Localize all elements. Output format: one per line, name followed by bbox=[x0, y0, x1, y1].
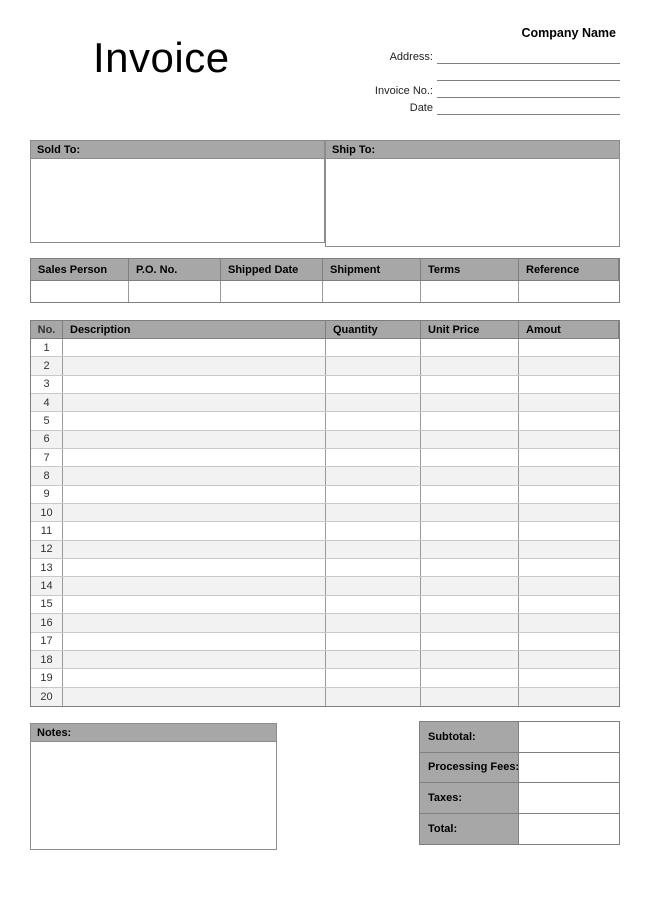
item-description-cell[interactable] bbox=[63, 486, 326, 503]
invoice-no-label: Invoice No.: bbox=[374, 85, 433, 97]
taxes-row bbox=[420, 783, 619, 814]
reference-header: Reference bbox=[519, 259, 619, 280]
processing-fees-value-cell[interactable] bbox=[519, 753, 619, 783]
sold-to-header: Sold To: bbox=[31, 141, 324, 159]
item-row bbox=[31, 467, 619, 485]
item-description-cell[interactable] bbox=[63, 376, 326, 393]
amount-header: Amout bbox=[519, 321, 619, 338]
item-amount-cell[interactable] bbox=[519, 577, 619, 594]
address-label: Address: bbox=[389, 51, 433, 63]
item-quantity-cell[interactable] bbox=[326, 541, 421, 558]
item-no-cell: 13 bbox=[31, 559, 63, 576]
item-description-cell[interactable] bbox=[63, 467, 326, 484]
item-unit-price-cell[interactable] bbox=[421, 633, 519, 650]
item-row bbox=[31, 669, 619, 687]
subtotal-value-cell[interactable] bbox=[519, 722, 619, 752]
item-no-cell: 16 bbox=[31, 614, 63, 631]
ship-to-box bbox=[325, 140, 620, 247]
item-quantity-cell[interactable] bbox=[326, 522, 421, 539]
shipment-header: Shipment bbox=[323, 259, 421, 280]
item-description-cell[interactable] bbox=[63, 614, 326, 631]
item-description-cell[interactable] bbox=[63, 633, 326, 650]
item-quantity-cell[interactable] bbox=[326, 431, 421, 448]
total-label: Total: bbox=[420, 814, 519, 845]
item-quantity-cell[interactable] bbox=[326, 394, 421, 411]
shipped-date-cell[interactable] bbox=[221, 281, 323, 302]
item-description-cell[interactable] bbox=[63, 596, 326, 613]
item-row bbox=[31, 651, 619, 669]
item-quantity-cell[interactable] bbox=[326, 559, 421, 576]
item-no-cell: 15 bbox=[31, 596, 63, 613]
item-unit-price-cell[interactable] bbox=[421, 357, 519, 374]
sales-person-header: Sales Person bbox=[31, 259, 129, 280]
terms-cell[interactable] bbox=[421, 281, 519, 302]
sales-info-table bbox=[30, 258, 620, 303]
item-amount-cell[interactable] bbox=[519, 449, 619, 466]
item-no-cell: 10 bbox=[31, 504, 63, 521]
item-no-cell: 18 bbox=[31, 651, 63, 668]
item-amount-cell[interactable] bbox=[519, 431, 619, 448]
item-unit-price-cell[interactable] bbox=[421, 431, 519, 448]
item-description-cell[interactable] bbox=[63, 357, 326, 374]
item-amount-cell[interactable] bbox=[519, 504, 619, 521]
item-row bbox=[31, 541, 619, 559]
item-row bbox=[31, 376, 619, 394]
item-row bbox=[31, 522, 619, 540]
item-description-cell[interactable] bbox=[63, 412, 326, 429]
sales-person-cell[interactable] bbox=[31, 281, 129, 302]
item-amount-cell[interactable] bbox=[519, 596, 619, 613]
item-description-cell[interactable] bbox=[63, 504, 326, 521]
quantity-header: Quantity bbox=[326, 321, 421, 338]
item-no-cell: 14 bbox=[31, 577, 63, 594]
item-row bbox=[31, 431, 619, 449]
item-quantity-cell[interactable] bbox=[326, 339, 421, 356]
item-quantity-cell[interactable] bbox=[326, 376, 421, 393]
item-no-cell: 9 bbox=[31, 486, 63, 503]
item-no-cell: 6 bbox=[31, 431, 63, 448]
po-no-cell[interactable] bbox=[129, 281, 221, 302]
address-label-2 bbox=[340, 80, 437, 81]
item-amount-cell[interactable] bbox=[519, 541, 619, 558]
item-quantity-cell[interactable] bbox=[326, 449, 421, 466]
address-input-line[interactable] bbox=[437, 47, 620, 64]
item-no-cell: 1 bbox=[31, 339, 63, 356]
invoice-no-input-line[interactable] bbox=[437, 81, 620, 98]
date-input-line[interactable] bbox=[437, 98, 620, 115]
item-amount-cell[interactable] bbox=[519, 633, 619, 650]
item-quantity-cell[interactable] bbox=[326, 577, 421, 594]
sales-info-data-row bbox=[31, 281, 619, 302]
notes-header: Notes: bbox=[31, 724, 276, 742]
subtotal-label: Subtotal: bbox=[420, 722, 519, 752]
item-row bbox=[31, 596, 619, 614]
item-unit-price-cell[interactable] bbox=[421, 577, 519, 594]
item-description-cell[interactable] bbox=[63, 669, 326, 686]
item-unit-price-cell[interactable] bbox=[421, 504, 519, 521]
terms-header: Terms bbox=[421, 259, 519, 280]
item-row bbox=[31, 394, 619, 412]
invoice-meta bbox=[340, 47, 620, 115]
taxes-value-cell[interactable] bbox=[519, 783, 619, 813]
sold-to-content-area[interactable] bbox=[31, 159, 324, 242]
item-row bbox=[31, 449, 619, 467]
item-description-cell[interactable] bbox=[63, 541, 326, 558]
item-no-cell: 7 bbox=[31, 449, 63, 466]
item-description-cell[interactable] bbox=[63, 688, 326, 706]
item-description-cell[interactable] bbox=[63, 339, 326, 356]
item-row bbox=[31, 614, 619, 632]
item-quantity-cell[interactable] bbox=[326, 467, 421, 484]
item-amount-cell[interactable] bbox=[519, 376, 619, 393]
item-row bbox=[31, 486, 619, 504]
item-no-cell: 12 bbox=[31, 541, 63, 558]
item-row bbox=[31, 504, 619, 522]
item-quantity-cell[interactable] bbox=[326, 633, 421, 650]
item-unit-price-cell[interactable] bbox=[421, 651, 519, 668]
item-no-cell: 3 bbox=[31, 376, 63, 393]
item-quantity-cell[interactable] bbox=[326, 412, 421, 429]
item-row bbox=[31, 412, 619, 430]
sales-info-header-row bbox=[31, 259, 619, 281]
item-no-cell: 5 bbox=[31, 412, 63, 429]
description-header: Description bbox=[63, 321, 326, 338]
item-unit-price-cell[interactable] bbox=[421, 541, 519, 558]
items-body bbox=[31, 339, 619, 706]
item-unit-price-cell[interactable] bbox=[421, 412, 519, 429]
item-no-cell: 8 bbox=[31, 467, 63, 484]
notes-box bbox=[30, 723, 277, 850]
ship-to-header: Ship To: bbox=[326, 141, 619, 159]
item-unit-price-cell[interactable] bbox=[421, 614, 519, 631]
item-row bbox=[31, 357, 619, 375]
item-quantity-cell[interactable] bbox=[326, 669, 421, 686]
item-description-cell[interactable] bbox=[63, 522, 326, 539]
taxes-label: Taxes: bbox=[420, 783, 519, 813]
processing-fees-row bbox=[420, 753, 619, 784]
address-row bbox=[340, 47, 620, 64]
item-row bbox=[31, 577, 619, 595]
item-quantity-cell[interactable] bbox=[326, 357, 421, 374]
item-unit-price-cell[interactable] bbox=[421, 522, 519, 539]
item-row bbox=[31, 559, 619, 577]
item-unit-price-cell[interactable] bbox=[421, 669, 519, 686]
item-amount-cell[interactable] bbox=[519, 486, 619, 503]
item-no-cell: 11 bbox=[31, 522, 63, 539]
item-unit-price-cell[interactable] bbox=[421, 467, 519, 484]
item-amount-cell[interactable] bbox=[519, 688, 619, 706]
total-row bbox=[420, 814, 619, 845]
item-quantity-cell[interactable] bbox=[326, 596, 421, 613]
shipped-date-header: Shipped Date bbox=[221, 259, 323, 280]
ship-to-content-area[interactable] bbox=[326, 159, 619, 246]
item-no-cell: 20 bbox=[31, 688, 63, 706]
item-amount-cell[interactable] bbox=[519, 522, 619, 539]
address-input-line-2[interactable] bbox=[437, 64, 620, 81]
sold-to-box bbox=[30, 140, 325, 243]
item-unit-price-cell[interactable] bbox=[421, 449, 519, 466]
item-unit-price-cell[interactable] bbox=[421, 559, 519, 576]
item-unit-price-cell[interactable] bbox=[421, 688, 519, 706]
address-row-2 bbox=[340, 64, 620, 81]
subtotal-row bbox=[420, 722, 619, 753]
item-description-cell[interactable] bbox=[63, 559, 326, 576]
item-amount-cell[interactable] bbox=[519, 467, 619, 484]
item-row bbox=[31, 688, 619, 706]
item-amount-cell[interactable] bbox=[519, 357, 619, 374]
items-table bbox=[30, 320, 620, 707]
unit-price-header: Unit Price bbox=[421, 321, 519, 338]
items-header-row bbox=[31, 321, 619, 339]
item-description-cell[interactable] bbox=[63, 431, 326, 448]
item-amount-cell[interactable] bbox=[519, 651, 619, 668]
item-quantity-cell[interactable] bbox=[326, 486, 421, 503]
no-header: No. bbox=[31, 321, 63, 338]
date-label: Date bbox=[409, 102, 433, 114]
item-no-cell: 2 bbox=[31, 357, 63, 374]
item-amount-cell[interactable] bbox=[519, 559, 619, 576]
item-amount-cell[interactable] bbox=[519, 669, 619, 686]
item-quantity-cell[interactable] bbox=[326, 504, 421, 521]
total-value-cell[interactable] bbox=[519, 814, 619, 845]
item-amount-cell[interactable] bbox=[519, 412, 619, 429]
page-title: Invoice bbox=[93, 34, 230, 81]
item-description-cell[interactable] bbox=[63, 577, 326, 594]
item-row bbox=[31, 633, 619, 651]
item-unit-price-cell[interactable] bbox=[421, 394, 519, 411]
item-unit-price-cell[interactable] bbox=[421, 486, 519, 503]
item-quantity-cell[interactable] bbox=[326, 688, 421, 706]
totals-table bbox=[419, 721, 620, 845]
processing-fees-label: Processing Fees: bbox=[420, 753, 519, 783]
item-row bbox=[31, 339, 619, 357]
item-no-cell: 19 bbox=[31, 669, 63, 686]
item-amount-cell[interactable] bbox=[519, 394, 619, 411]
item-unit-price-cell[interactable] bbox=[421, 376, 519, 393]
item-quantity-cell[interactable] bbox=[326, 651, 421, 668]
shipment-cell[interactable] bbox=[323, 281, 421, 302]
po-no-header: P.O. No. bbox=[129, 259, 221, 280]
item-description-cell[interactable] bbox=[63, 651, 326, 668]
reference-cell[interactable] bbox=[519, 281, 619, 302]
item-quantity-cell[interactable] bbox=[326, 614, 421, 631]
item-unit-price-cell[interactable] bbox=[421, 339, 519, 356]
item-amount-cell[interactable] bbox=[519, 339, 619, 356]
item-description-cell[interactable] bbox=[63, 449, 326, 466]
item-unit-price-cell[interactable] bbox=[421, 596, 519, 613]
date-row bbox=[340, 98, 620, 115]
item-amount-cell[interactable] bbox=[519, 614, 619, 631]
item-description-cell[interactable] bbox=[63, 394, 326, 411]
company-name: Company Name bbox=[521, 26, 616, 40]
notes-content-area[interactable] bbox=[31, 742, 276, 849]
invoice-no-row bbox=[340, 81, 620, 98]
item-no-cell: 17 bbox=[31, 633, 63, 650]
item-no-cell: 4 bbox=[31, 394, 63, 411]
